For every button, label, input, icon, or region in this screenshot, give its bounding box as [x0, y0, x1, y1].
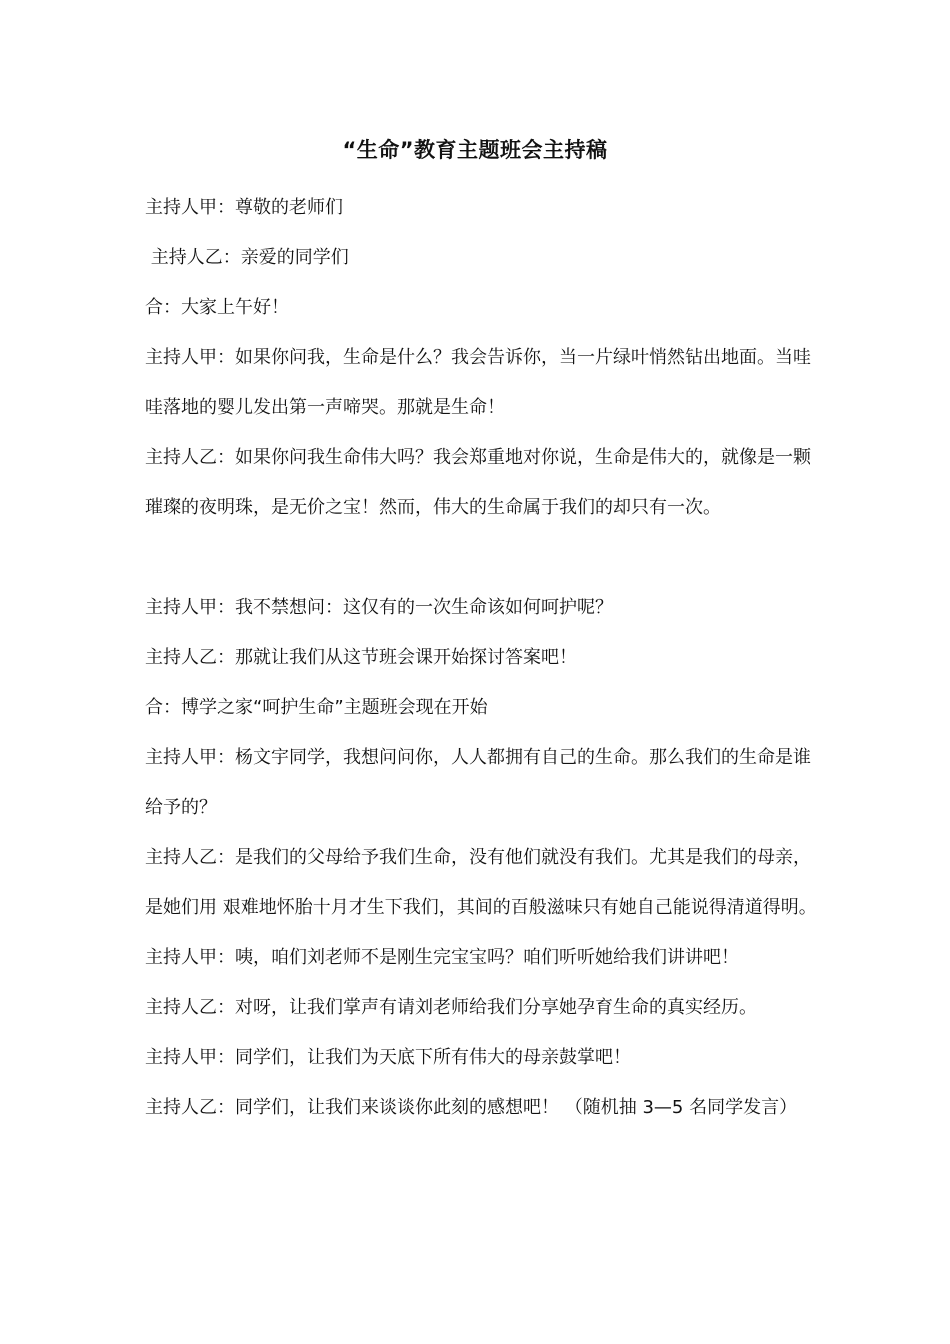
- document-title: “生命”教育主题班会主持稿: [342, 138, 608, 162]
- paragraph-together-greeting: 合：大家上午好！: [145, 297, 289, 318]
- paragraph-host-a-teacher: 主持人甲：咦，咱们刘老师不是刚生完宝宝吗？咱们听听她给我们讲讲吧！: [145, 947, 739, 968]
- paragraph-host-b-parents: 主持人乙：是我们的父母给予我们生命，没有他们就没有我们。尤其是我们的母亲，是她们用 艰难地怀胎十月才生下我们，其间的百般滋味只有她自己能说得清道得明。: [145, 847, 817, 918]
- paragraph-host-a-greeting: 主持人甲：尊敬的老师们: [145, 197, 343, 218]
- paragraph-host-b-greeting: 主持人乙：亲爱的同学们: [145, 247, 349, 268]
- paragraph-host-a-what-is-life: 主持人甲：如果你问我，生命是什么？我会告诉你，当一片绿叶悄然钻出地面。当哇哇落地的婴儿发出第一声啼哭。那就是生命！: [145, 347, 811, 418]
- paragraph-host-a-question: 主持人甲：我不禁想问：这仅有的一次生命该如何呵护呢？: [145, 597, 613, 618]
- paragraph-host-a-ask-student: 主持人甲：杨文宇同学，我想问问你，人人都拥有自己的生命。那么我们的生命是谁给予的？: [145, 747, 811, 818]
- paragraph-host-b-begin: 主持人乙：那就让我们从这节班会课开始探讨答案吧！: [145, 647, 577, 668]
- paragraph-host-b-life-is-great: 主持人乙：如果你问我生命伟大吗？我会郑重地对你说，生命是伟大的，就像是一颗璀璨的夜明珠，是无价之宝！然而，伟大的生命属于我们的却只有一次。: [145, 447, 811, 518]
- paragraph-host-b-invite-teacher: 主持人乙：对呀，让我们掌声有请刘老师给我们分享她孕育生命的真实经历。: [145, 997, 757, 1018]
- paragraph-host-b-share-feelings: 主持人乙：同学们，让我们来谈谈你此刻的感想吧！ （随机抽 3—5 名同学发言）: [145, 1097, 798, 1118]
- paragraph-host-a-applause: 主持人甲：同学们，让我们为天底下所有伟大的母亲鼓掌吧！: [145, 1047, 631, 1068]
- document-body: [145, 183, 825, 1133]
- paragraph-together-start: 合：博学之家“呵护生命”主题班会现在开始: [145, 697, 488, 718]
- blank-line: [145, 533, 825, 583]
